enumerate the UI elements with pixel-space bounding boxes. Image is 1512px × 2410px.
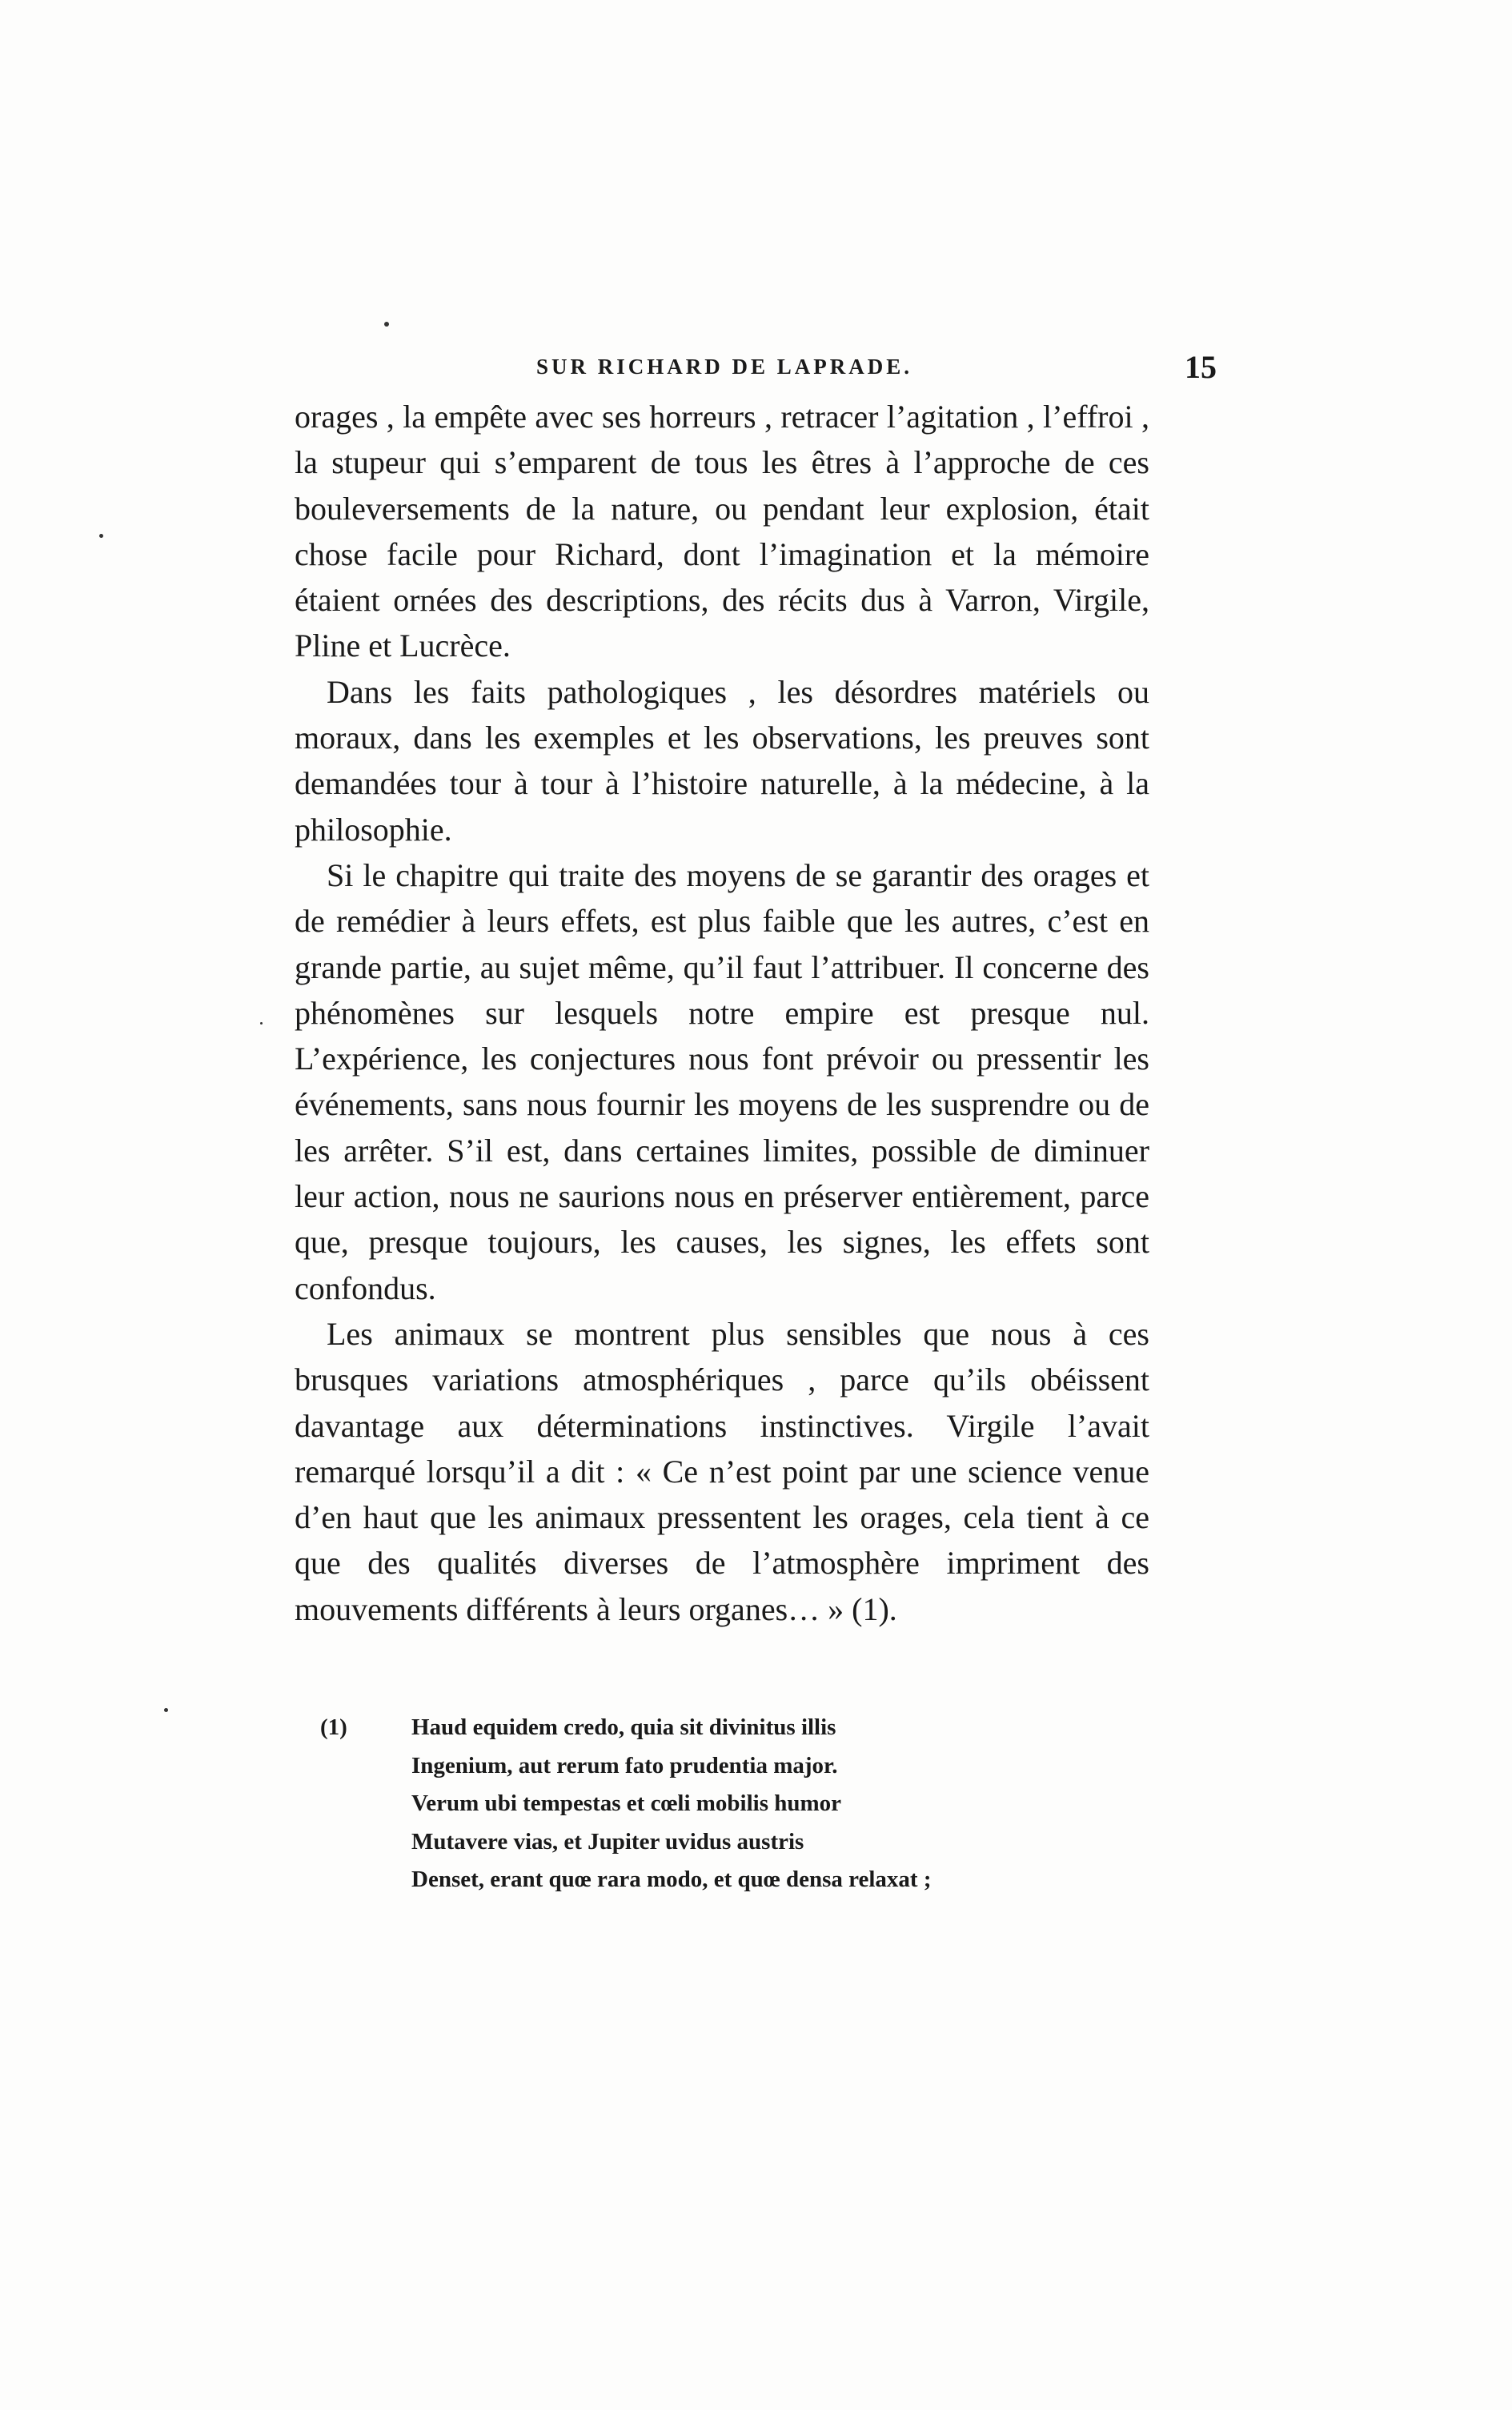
body-text: [295, 394, 1149, 1632]
paragraph-1: orages , la empête avec ses horreurs , retracer l’agitation , l’effroi , la stupeur qui s’emparent de tous les êtres à l’approche de ces bouleversements de la nature, ou pendant leur explosion, était chose facile pour Richard, dont l’imagination et la mémoire étaient ornées des descriptions, des récits dus à Varron, Virgile, Pline et Lucrèce.: [295, 399, 1149, 664]
paragraph-4: Les animaux se montrent plus sensibles que nous à ces brusques variations atmosphériques , parce qu’ils obéissent davantage aux déterminations instinctives. Virgile l’avait remarqué lorsqu’il a dit : « Ce n’est point par une science venue d’en haut que les animaux pressentent les orages, cela tient à ce que des qualités diverses de l’atmosphère impriment des mouvements différents à leurs organes… » (1).: [295, 1315, 1149, 1627]
verse-line-1: Haud equidem credo, quia sit divinitus illis: [411, 1714, 836, 1740]
page-number: 15: [1185, 349, 1217, 385]
running-head: [296, 348, 1217, 396]
paragraph-3: Si le chapitre qui traite des moyens de se garantir des orages et de remédier à leurs effets, est plus faible que les autres, c’est en grande partie, au sujet même, qu’il faut l’attribuer. Il concerne des phénomènes sur lesquels notre empire est presque nul. L’expérience, les conjectures nous font prévoir ou pressentir les événements, sans nous fournir les moyens de les susprendre ou de les arrêter. S’il est, dans certaines limites, possible de diminuer leur action, nous ne saurions nous en préserver entièrement, parce que, presque toujours, les causes, les signes, les effets sont confondus.: [295, 856, 1149, 1306]
scan-speck: [384, 322, 389, 327]
running-title: SUR RICHARD DE LAPRADE.: [536, 355, 913, 379]
verse-line-5: Denset, erant quœ rara modo, et quœ densa relaxat ;: [411, 1867, 932, 1892]
scan-speck: [164, 1708, 168, 1712]
scan-speck: [260, 1022, 263, 1025]
footnote-verse: [411, 1709, 932, 1899]
footnote-marker: (1): [320, 1714, 347, 1740]
verse-line-3: Verum ubi tempestas et cœli mobilis humor: [411, 1790, 842, 1816]
verse-line-4: Mutavere vias, et Jupiter uvidus austris: [411, 1828, 804, 1855]
scan-speck: [99, 534, 103, 538]
verse-line-2: Ingenium, aut rerum fato prudentia major.: [411, 1752, 838, 1778]
paragraph-2: Dans les faits pathologiques , les désordres matériels ou moraux, dans les exemples et les observations, les preuves sont demandées tour à tour à l’histoire naturelle, à la médecine, à la philosophie.: [295, 673, 1149, 848]
